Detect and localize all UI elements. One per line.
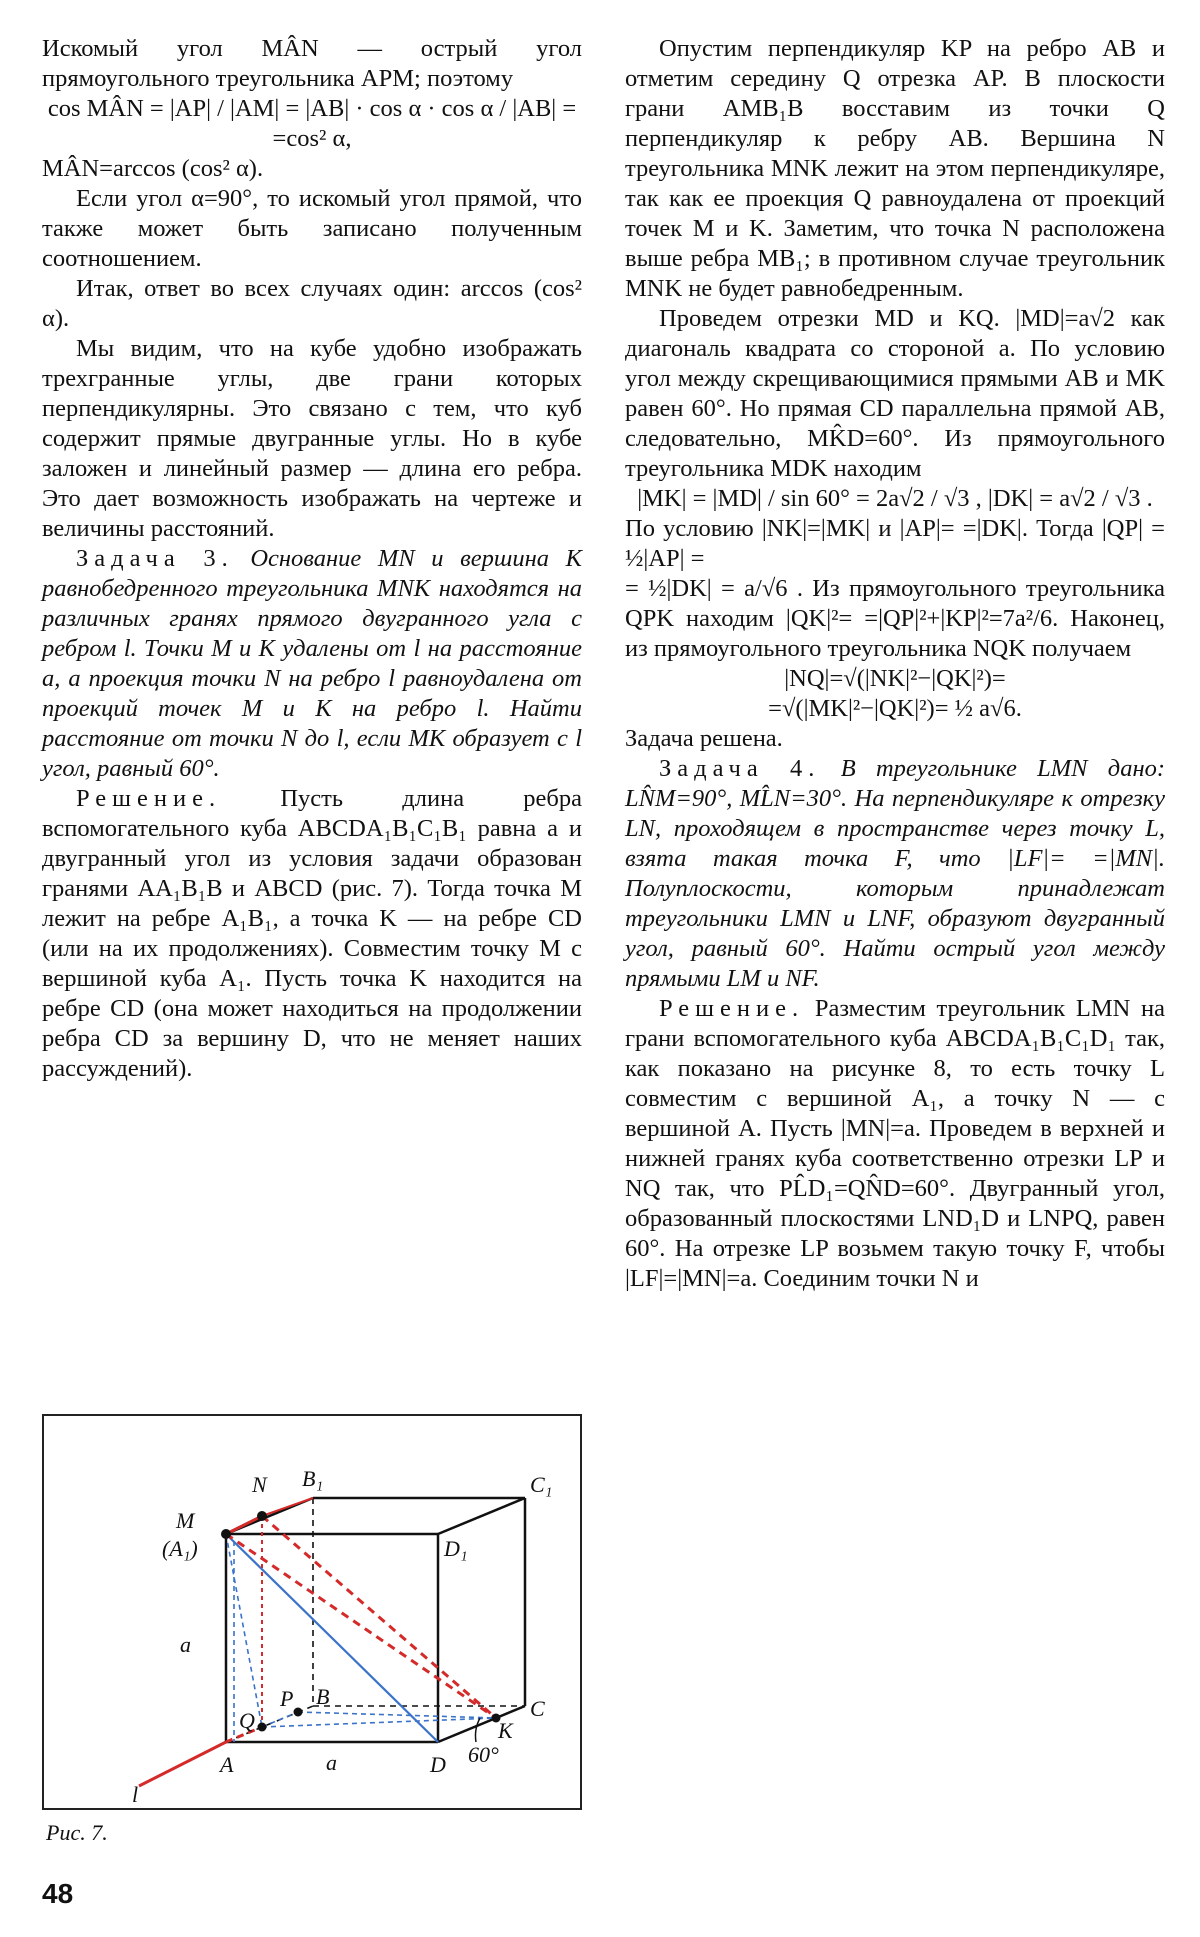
paragraph: По условию |NK|=|MK| и |AP|= =|DK|. Тогда |QP| = ½|AP| = <box>625 515 1165 572</box>
formula-cos-man: cos MÂN = |AP| / |AM| = |AB| · cos α · cos α / |AB| = <box>47 95 577 122</box>
label-p: P <box>280 1686 294 1711</box>
formula-cos-squared: =cos² α, <box>272 125 352 152</box>
task-solved-text: Задача решена. <box>625 725 783 752</box>
segment-pk-dashed <box>298 1712 496 1718</box>
point-p <box>294 1708 303 1717</box>
paragraph: = ½|DK| = a/√6 . Из прямоугольного треугольника QPK находим |QK|²= =|QP|²+|KP|²=7a²/6. Наконец, из прямоугольного треугольника NQK получаем <box>625 575 1165 662</box>
formula-arccos: MÂN=arccos (cos² α). <box>42 155 264 182</box>
label-l: l <box>132 1782 139 1807</box>
label-a-base: a <box>326 1750 337 1775</box>
segment-md <box>226 1534 438 1742</box>
formula-nq-2: =√(|MK|²−|QK|²)= ½ a√6. <box>768 695 1022 722</box>
label-c1: C₁ <box>530 1472 553 1497</box>
label-b: B <box>316 1684 330 1709</box>
angle-arc <box>476 1718 480 1742</box>
label-d1: D₁ <box>444 1536 468 1561</box>
formula-mk-dk: |MK| = |MD| / sin 60° = 2a√2 / √3 , |DK| = a√2 / √3 . <box>637 485 1153 512</box>
point-q <box>258 1723 267 1732</box>
label-d: D <box>430 1752 446 1777</box>
solution-heading: Решение. <box>659 995 805 1022</box>
segment-nb1-red <box>262 1498 313 1516</box>
paragraph: Если угол α=90°, то искомый угол прямой, что также может быть записано полученным соотношением. <box>42 185 582 272</box>
paragraph: Проведем отрезки MD и KQ. |MD|=a√2 как диагональ квадрата со стороной a. По условию угол между скрещивающимися прямыми AB и MK равен 60°. Но прямая CD параллельна прямой AB, следовательно, MK̂D=60°. Из прямоугольного треугольника MDK находим <box>625 305 1165 482</box>
formula-nq-1: |NQ|=√(|NK|²−|QK|²)= <box>784 665 1006 692</box>
task-4-heading: Задача 4. <box>659 755 821 782</box>
segment-qk-dashed <box>262 1718 496 1727</box>
paragraph: Мы видим, что на кубе удобно изображать трехгранные углы, две грани которых перпендикулярны. Это связано с тем, что куб содержит прямые двугранные углы. Но в кубе заложен и линейный размер — длина его ребра. Это дает возможность изображать на чертеже и величины расстояний. <box>42 335 582 542</box>
label-c: C <box>530 1696 545 1721</box>
label-q: Q <box>239 1708 255 1733</box>
figure-caption: Рис. 7. <box>46 1820 108 1845</box>
solution-text: Пусть длина ребра вспомогательного куба ABCDA₁B₁C₁B₁ равна a и двугранный угол из условия задачи образован гранями AA₁B₁B и ABCD (рис. 7). Тогда точка M лежит на ребре A₁B₁, а точка K — на ребре CD (или на их продолжениях). Совместим точку M с вершиной куба A₁. Пусть точка K находится на ребре CD (она может находиться на продолжении ребра CD за вершину D, что не меняет наших рассуждений). <box>42 785 582 1082</box>
edge-c1-d1 <box>438 1498 525 1534</box>
cube-diagram <box>44 1416 580 1808</box>
point-n <box>257 1511 267 1521</box>
segment-mk-dashed <box>226 1534 496 1718</box>
label-b1: B₁ <box>302 1466 324 1491</box>
label-m: M <box>176 1508 195 1533</box>
segment-mn <box>226 1516 262 1534</box>
label-a: A <box>220 1752 234 1777</box>
paragraph: Опустим перпендикуляр KP на ребро AB и отметим середину Q отрезка AP. В плоскости грани AMB₁B восставим из точки Q перпендикуляр к ребру AB. Вершина N треугольника MNK лежит на этом перпендикуляре, так как ее проекция Q равноудалена от проекций точек M и K. Заметим, что точка N расположена выше ребра MB₁; в противном случае треугольник MNK не будет равнобедренным. <box>625 35 1165 302</box>
line-l <box>139 1742 226 1786</box>
right-column <box>625 34 1165 1294</box>
point-m <box>221 1529 231 1539</box>
label-a1: (A₁) <box>162 1536 198 1561</box>
solution-text: Разместим треугольник LMN на грани вспомогательного куба ABCDA₁B₁C₁D₁ так, как показано на рисунке 8, то есть точку L совместим с вершиной A₁, а точку N — с вершиной A. Пусть |MN|=a. Проведем в верхней и нижней гранях куба соответственно отрезки LP и NQ так, что PL̂D₁=QN̂D=60°. Двугранный угол, образованный плоскостями LND₁D и LNPQ, равен 60°. На отрезке LP возьмем такую точку F, чтобы |LF|=|MN|=a. Соединим точки N и <box>625 995 1165 1292</box>
label-a-edge: a <box>180 1632 191 1657</box>
task-3-statement: Основание MN и вершина K равнобедренного треугольника MNK находятся на различных гранях прямого двугранного угла с ребром l. Точки M и K удалены от l на расстояние a, а проекция точки N на ребро l равноудалена от проекций точек M и K на ребро l. Найти расстояние от точки N до l, если MK образует с l угол, равный 60°. <box>42 545 583 782</box>
paragraph: Итак, ответ во всех случаях один: arccos (cos² α). <box>42 275 582 332</box>
figure-7-cube <box>42 1414 582 1810</box>
task-4-statement: В треугольнике LMN дано: LN̂M=90°, ML̂N=30°. На перпендикуляре к отрезку LN, проходящем в пространстве через точку L, взята такая точка F, что |LF|= =|MN|. Полуплоскости, которым принадлежат треугольники LMN и LNF, образуют двугранный угол, равный 60°. Найти острый угол между прямыми LM и NF. <box>625 755 1166 992</box>
paragraph: Искомый угол MÂN — острый угол прямоугольного треугольника APM; поэтому <box>42 35 582 92</box>
label-n: N <box>252 1472 267 1497</box>
page-number: 48 <box>42 1878 74 1909</box>
label-k: K <box>498 1718 513 1743</box>
left-column <box>42 34 582 1084</box>
label-angle-60: 60° <box>468 1742 499 1767</box>
solution-heading: Решение. <box>76 785 222 812</box>
task-3-heading: Задача 3. <box>76 545 234 572</box>
